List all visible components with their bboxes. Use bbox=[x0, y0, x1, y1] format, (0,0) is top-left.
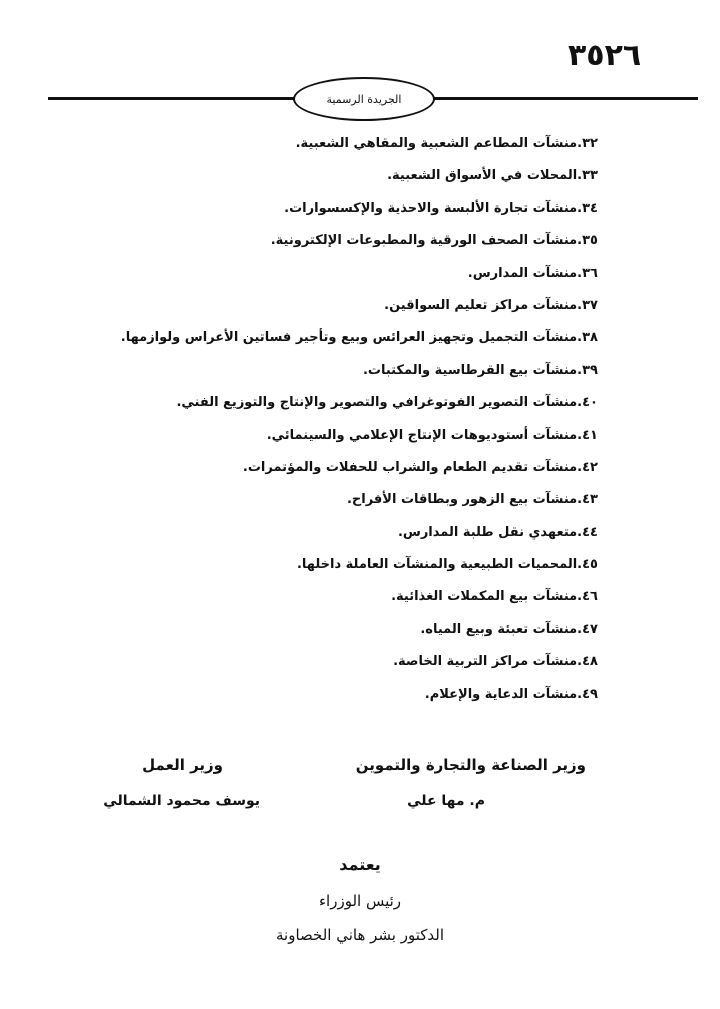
left-signatory-title: وزير العمل bbox=[142, 756, 223, 774]
list-item: ٣٢.منشآت المطاعم الشعبية والمقاهي الشعبية. bbox=[295, 136, 598, 151]
gazette-name: الجريدة الرسمية bbox=[326, 92, 402, 106]
list-item: ٤٦.منشآت بيع المكملات الغذائية. bbox=[391, 589, 598, 605]
approval-label: يعتمد bbox=[339, 855, 381, 874]
right-signatory-title: وزير الصناعة والتجارة والتموين bbox=[355, 756, 586, 774]
list-item: ٤٣.منشآت بيع الزهور وبطاقات الأفراح. bbox=[346, 492, 598, 508]
list-item: ٤٤.متعهدي نقل طلبة المدارس. bbox=[397, 524, 598, 540]
left-signatory-name: يوسف محمود الشمالي bbox=[103, 793, 260, 809]
list-item: ٤٩.منشآت الدعاية والإعلام. bbox=[424, 686, 598, 702]
list-item: ٣٥.منشآت الصحف الورقية والمطبوعات الإلكترونية. bbox=[270, 233, 598, 249]
establishments-list bbox=[58, 132, 598, 715]
list-item: ٤٠.منشآت التصوير الفوتوغرافي والتصوير والإنتاج والتوزيع الفني. bbox=[176, 395, 598, 411]
list-item: ٤٨.منشآت مراكز التربية الخاصة. bbox=[393, 654, 598, 670]
page-number: ٣٥٢٦ bbox=[568, 38, 642, 73]
list-item: ٣٩.منشآت بيع القرطاسية والمكتبات. bbox=[362, 362, 598, 378]
list-item: ٣٧.منشآت مراكز تعليم السواقين. bbox=[384, 297, 598, 313]
list-item: ٣٣.المحلات في الأسواق الشعبية. bbox=[387, 168, 598, 184]
list-item: ٤٥.المحميات الطبيعية والمنشآت العاملة داخلها. bbox=[296, 557, 598, 573]
list-item: ٤٢.منشآت تقديم الطعام والشراب للحفلات والمؤتمرات. bbox=[242, 459, 598, 475]
list-item: ٣٨.منشآت التجميل وتجهيز العرائس وبيع وتأجير فساتين الأعراس ولوازمها. bbox=[120, 330, 598, 346]
list-item: ٤٧.منشآت تعبئة وبيع المياه. bbox=[420, 621, 598, 637]
list-item: ٣٤.منشآت تجارة الألبسة والاحذية والإكسسوارات. bbox=[284, 200, 598, 216]
approver-name: الدكتور بشر هاني الخصاونة bbox=[275, 926, 445, 944]
approver-title: رئيس الوزراء bbox=[318, 892, 402, 910]
list-item: ٤١.منشآت أستوديوهات الإنتاج الإعلامي والسينمائي. bbox=[266, 427, 598, 443]
right-signatory-name: م. مها علي bbox=[407, 793, 485, 809]
gazette-name-badge bbox=[293, 77, 435, 121]
list-item: ٣٦.منشآت المدارس. bbox=[467, 265, 598, 281]
